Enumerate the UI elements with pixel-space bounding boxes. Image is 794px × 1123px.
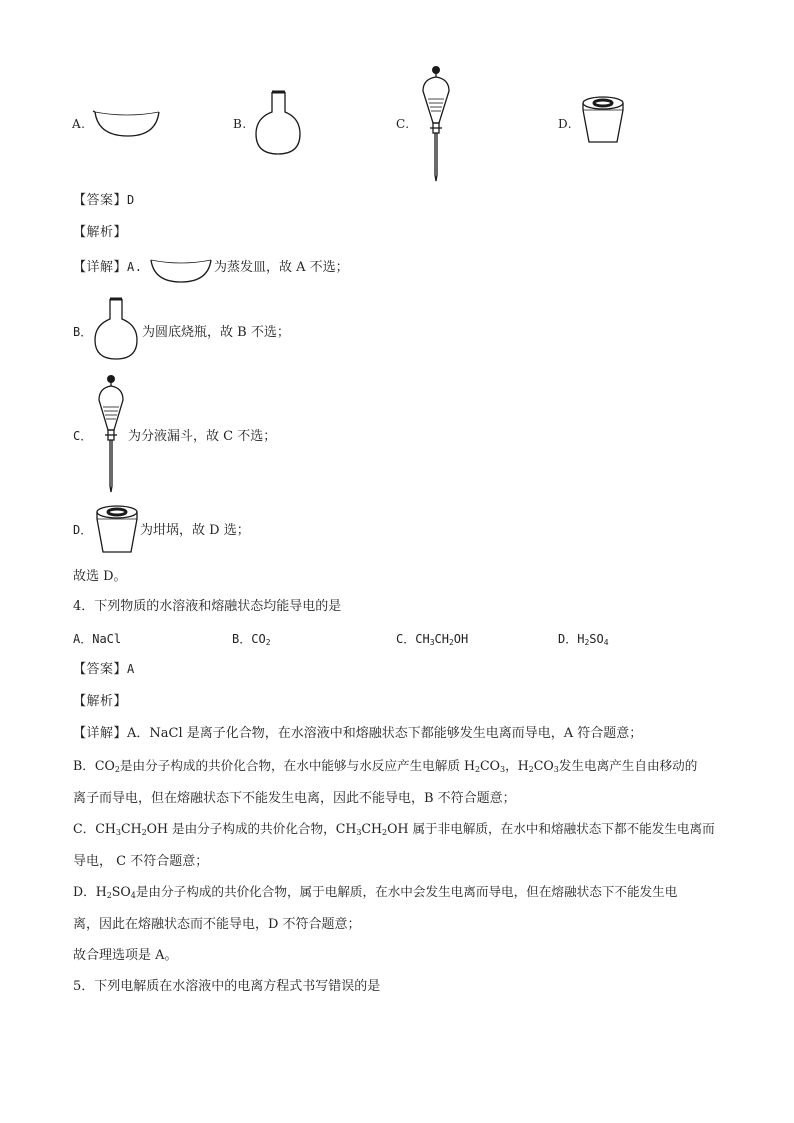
detail-c-prefix: C． [73,429,93,443]
detail-b-text: 为圆底烧瓶，故 B 不选； [142,325,290,340]
separatory-funnel-figure-small [96,374,126,494]
detail-c-text: 为分液漏斗，故 C 不选； [128,429,277,444]
q4-detail-line-5: 导电， C 不符合题意； [73,854,209,869]
q4-option-b: B．$CO_2$ [232,632,271,647]
q4-detail-line-4: C．$CH_3CH_2OH$ 是由分子构成的共价化合物，$CH_3CH_2OH$ 属于非电解质，在水中和熔融状态下都不能发生电离而 [73,821,715,837]
q4-detail-line-3: 离子而导电，但在熔融状态下不能发生电离，因此不能导电，B 不符合题意； [73,791,516,806]
evaporating-dish-figure-small [148,254,214,284]
q4-option-d: D．$H_2SO_4$ [558,632,609,647]
answer-tag: 【答案】D [73,193,135,208]
q3-conclusion: 故选 D。 [73,569,127,584]
round-bottom-flask-figure-small [92,298,140,362]
option-c-label: C. [396,117,410,131]
detail-a-text: 为蒸发皿，故 A 不选； [214,260,349,275]
q4-option-c: C．$CH_3CH_2OH$ [396,632,469,647]
q4-detail-line-1: 【详解】A．NaCl 是离子化合物，在水溶液中和熔融状态下都能够发生电离而导电，A 符合题意； [73,726,643,741]
q4-stem: 4．下列物质的水溶液和熔融状态均能导电的是 [73,599,342,614]
crucible-figure-small [94,504,140,556]
q4-detail-line-2: B．$CO_2$是由分子构成的共价化合物，在水中能够与水反应产生电解质 $H_2CO_3$，$H_2CO_3$发生电离产生自由移动的 [73,758,698,774]
detail-d-text: 为坩埚，故 D 选； [140,523,250,538]
detail-b-prefix: B． [73,325,93,339]
q4-analysis-tag: 【解析】 [73,694,128,709]
q5-stem: 5．下列电解质在水溶液中的电离方程式书写错误的是 [73,979,381,994]
round-bottom-flask-figure [252,92,304,156]
q4-conclusion: 故合理选项是 A。 [73,948,178,963]
analysis-tag: 【解析】 [73,225,128,240]
option-b-label: B. [233,117,247,131]
option-d-label: D. [558,117,573,131]
q4-answer-tag: 【答案】A [73,662,135,677]
q4-option-a: A．NaCl [73,632,122,646]
option-a-label: A. [72,117,86,131]
detail-d-prefix: D． [73,523,93,537]
crucible-figure [580,96,626,146]
evaporating-dish-figure [92,106,162,138]
q4-detail-line-7: 离，因此在熔融状态而不能导电，D 不符合题意； [73,917,361,932]
q4-detail-line-6: D．$H_2SO_4$是由分子构成的共价化合物，属于电解质，在水中会发生电离而导电，但在熔融状态下不能发生电 [73,884,678,900]
separatory-funnel-figure [420,65,452,185]
detail-a-line: 【详解】A. [73,260,143,275]
